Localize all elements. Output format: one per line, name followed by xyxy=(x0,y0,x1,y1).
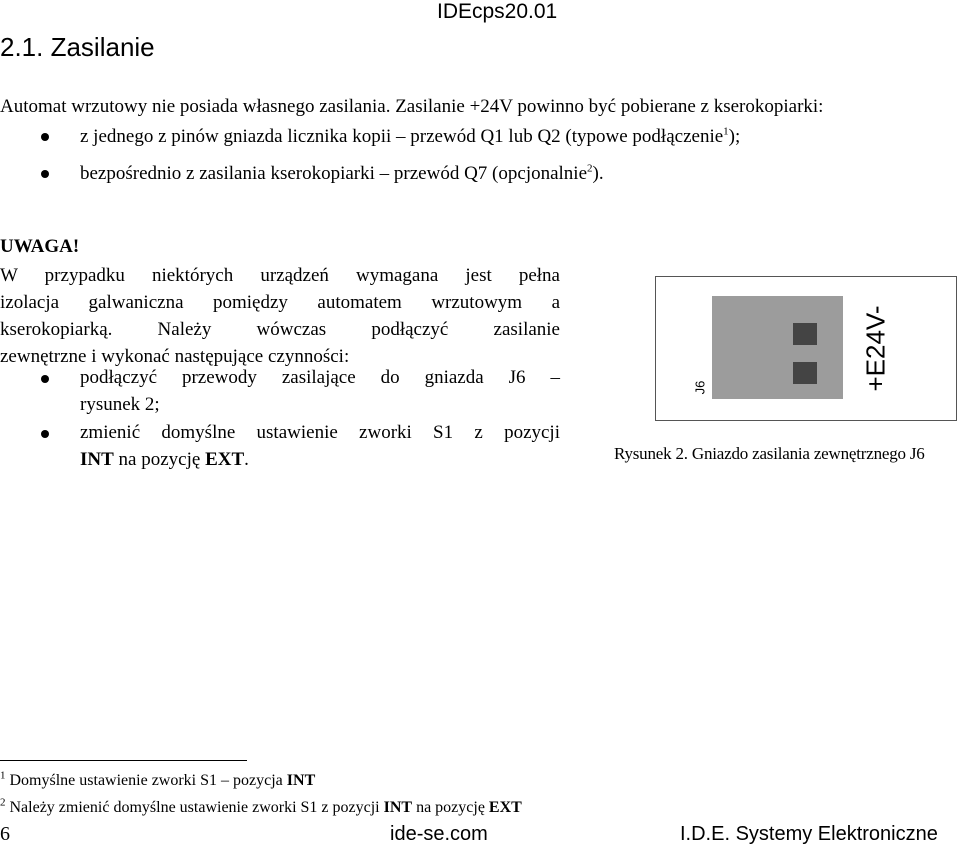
intro-paragraph: Automat wrzutowy nie posiada własnego zasilania. Zasilanie +24V powinno być pobierane z kserokopiarki: xyxy=(0,96,824,117)
bullet-icon xyxy=(41,170,49,178)
warning-list-item-2: zmienić domyślne ustawienie zworki S1 z pozycji INT na pozycję EXT. xyxy=(80,422,560,470)
footnote-1: $^1$ Domyślne ustawienie zworki S1 – pozycja INT xyxy=(0,769,316,789)
section-title: 2.1. Zasilanie xyxy=(0,32,155,62)
intro-bullet-2: bezpośrednio z zasilania kserokopiarki – przewód Q7 (opcjonalnie$^2$). xyxy=(80,162,604,184)
warning-line: izolacja galwaniczna pomiędzy automatem wrzutowym a xyxy=(0,292,560,313)
connector-label: J6 xyxy=(692,380,708,395)
warning-paragraph xyxy=(0,262,560,370)
figure-caption: Rysunek 2. Gniazdo zasilania zewnętrznego J6 xyxy=(614,444,925,463)
bullet-icon xyxy=(41,430,49,438)
intro-bullet-1: z jednego z pinów gniazda licznika kopii – przewód Q1 lub Q2 (typowe podłączenie$^1$); xyxy=(80,125,741,147)
bullet-icon xyxy=(41,375,49,383)
footnote-2: $^2$ Należy zmienić domyślne ustawienie zworki S1 z pozycji INT na pozycję EXT xyxy=(0,796,522,816)
footnote-divider xyxy=(0,760,247,761)
warning-title: UWAGA! xyxy=(0,236,80,257)
warning-list-item-1: podłączyć przewody zasilające do gniazda J6 – rysunek 2; xyxy=(80,367,560,415)
bullet-icon xyxy=(41,133,49,141)
warning-line: W przypadku niektórych urządzeń wymagana jest pełna xyxy=(0,265,560,286)
voltage-label: +E24V- xyxy=(860,305,891,392)
connector-j6-body xyxy=(712,296,843,399)
footer-website: ide-se.com xyxy=(390,823,488,845)
footer-company: I.D.E. Systemy Elektroniczne xyxy=(680,823,938,845)
connector-pin xyxy=(793,323,817,345)
warning-line: kserokopiarką. Należy wówczas podłączyć zasilanie xyxy=(0,319,560,340)
document-code: IDEcps20.01 xyxy=(437,0,558,23)
page-number: 6 xyxy=(0,823,10,845)
connector-pin xyxy=(793,362,817,384)
warning-line: zewnętrzne i wykonać następujące czynności: xyxy=(0,346,350,367)
